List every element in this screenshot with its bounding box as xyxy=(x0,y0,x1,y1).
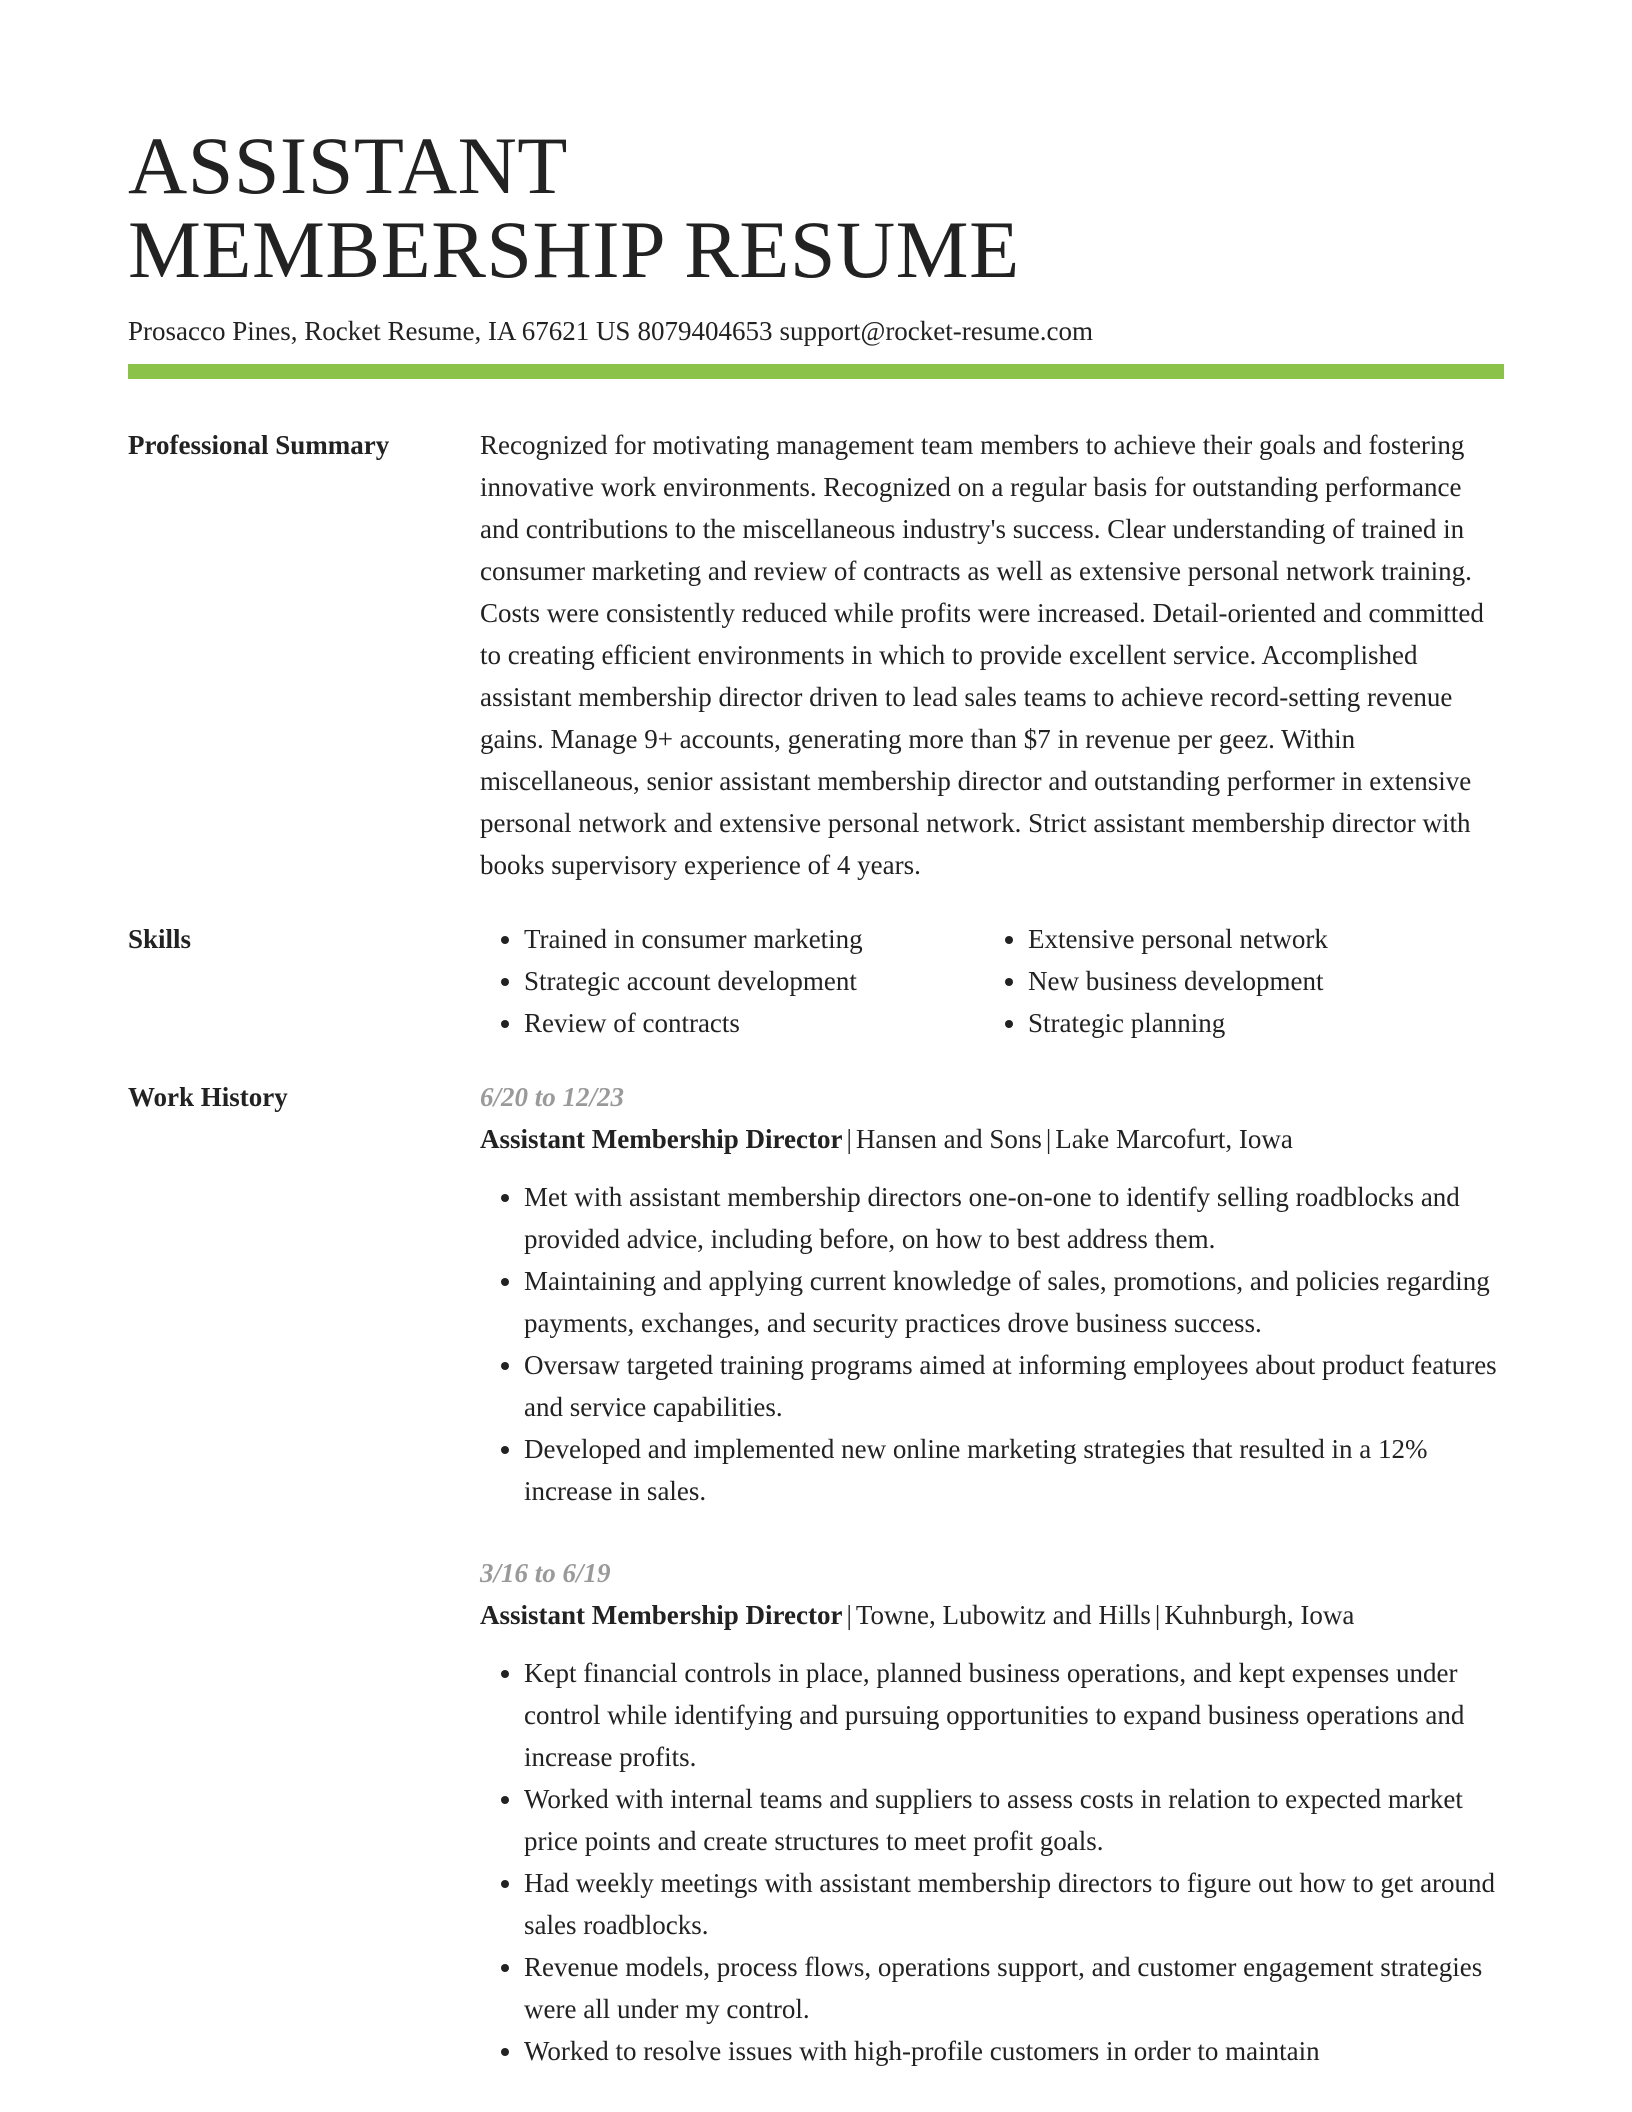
job-heading: Assistant Membership Director | Hansen and Sons | Lake Marcofurt, Iowa xyxy=(480,1124,1293,1154)
job-bullet: • Worked to resolve issues with high-profile customers in order to maintain xyxy=(524,2030,1504,2072)
summary-section xyxy=(128,424,1504,886)
contact-email: support@rocket-resume.com xyxy=(779,316,1093,346)
job-location: Kuhnburgh, Iowa xyxy=(1164,1600,1355,1630)
skills-column-right xyxy=(984,918,1504,1044)
job-company: Hansen and Sons xyxy=(855,1124,1042,1154)
job-company: Towne, Lubowitz and Hills xyxy=(855,1600,1151,1630)
contact-line xyxy=(128,314,1504,348)
job-bullet: • Kept financial controls in place, planned business operations, and kept expenses under control while identifying and pursuing opportunities to expand business operations and increase profits. xyxy=(524,1652,1504,1778)
work-history-list xyxy=(480,1076,1504,2112)
job-bullets xyxy=(480,1652,1504,2072)
contact-phone: 8079404653 xyxy=(637,316,773,346)
job-bullets xyxy=(480,1176,1504,1512)
summary-text: Recognized for motivating management team members to achieve their goals and fostering innovative work environments. Recognized on a regular basis for outstanding performance and contributions to the miscellaneous industry's success. Clear understanding of trained in consumer marketing and review of contracts as well as extensive personal network training. Costs were consistently reduced while profits were increased. Detail-oriented and committed to creating efficient environments in which to provide excellent service. Accomplished assistant membership director driven to lead sales teams to achieve record-setting revenue gains. Manage 9+ accounts, generating more than $7 in revenue per geez. Within miscellaneous, senior assistant membership director and outstanding performer in extensive personal network and extensive personal network. Strict assistant membership director with books supervisory experience of 4 years. xyxy=(480,430,1484,880)
skill-item: • Strategic account development xyxy=(524,960,984,1002)
job-title: Assistant Membership Director xyxy=(480,1600,843,1630)
job-bullet: • Worked with internal teams and suppliers to assess costs in relation to expected market price points and create structures to meet profit goals. xyxy=(524,1778,1504,1862)
skills-column-left xyxy=(480,918,984,1044)
job-bullet: • Met with assistant membership directors one-on-one to identify selling roadblocks and provided advice, including before, on how to best address them. xyxy=(524,1176,1504,1260)
skills-section xyxy=(128,918,1504,1044)
skill-item: • Strategic planning xyxy=(1028,1002,1504,1044)
job-bullet: • Oversaw targeted training programs aimed at informing employees about product features and service capabilities. xyxy=(524,1344,1504,1428)
skills-list xyxy=(480,918,1504,1044)
job-heading: Assistant Membership Director | Towne, Lubowitz and Hills | Kuhnburgh, Iowa xyxy=(480,1600,1355,1630)
header-divider xyxy=(128,364,1504,379)
job-dates: 6/20 to 12/23 xyxy=(480,1082,625,1112)
contact-address: Prosacco Pines, Rocket Resume, IA 67621 US xyxy=(128,316,631,346)
job-entry xyxy=(480,1076,1504,1512)
skill-item: • Review of contracts xyxy=(524,1002,984,1044)
job-bullet: • Maintaining and applying current knowledge of sales, promotions, and policies regarding payments, exchanges, and security practices drove business success. xyxy=(524,1260,1504,1344)
skills-heading: Skills xyxy=(128,924,192,954)
job-bullet: • Revenue models, process flows, operations support, and customer engagement strategies were all under my control. xyxy=(524,1946,1504,2030)
summary-heading: Professional Summary xyxy=(128,430,390,460)
work-history-heading: Work History xyxy=(128,1082,288,1112)
resume-title xyxy=(128,120,1128,295)
resume-page xyxy=(128,120,1504,2112)
job-bullet: • Had weekly meetings with assistant membership directors to figure out how to get around sales roadblocks. xyxy=(524,1862,1504,1946)
title-line-1: ASSISTANT xyxy=(128,120,568,211)
skill-item: • Trained in consumer marketing xyxy=(524,918,984,960)
title-line-2: MEMBERSHIP RESUME xyxy=(128,204,1020,295)
job-bullet: • Developed and implemented new online marketing strategies that resulted in a 12% increase in sales. xyxy=(524,1428,1504,1512)
job-title: Assistant Membership Director xyxy=(480,1124,843,1154)
job-entry xyxy=(480,1552,1504,2072)
job-dates: 3/16 to 6/19 xyxy=(480,1558,611,1588)
skill-item: • Extensive personal network xyxy=(1028,918,1504,960)
work-history-section xyxy=(128,1076,1504,2112)
job-location: Lake Marcofurt, Iowa xyxy=(1055,1124,1293,1154)
skill-item: • New business development xyxy=(1028,960,1504,1002)
